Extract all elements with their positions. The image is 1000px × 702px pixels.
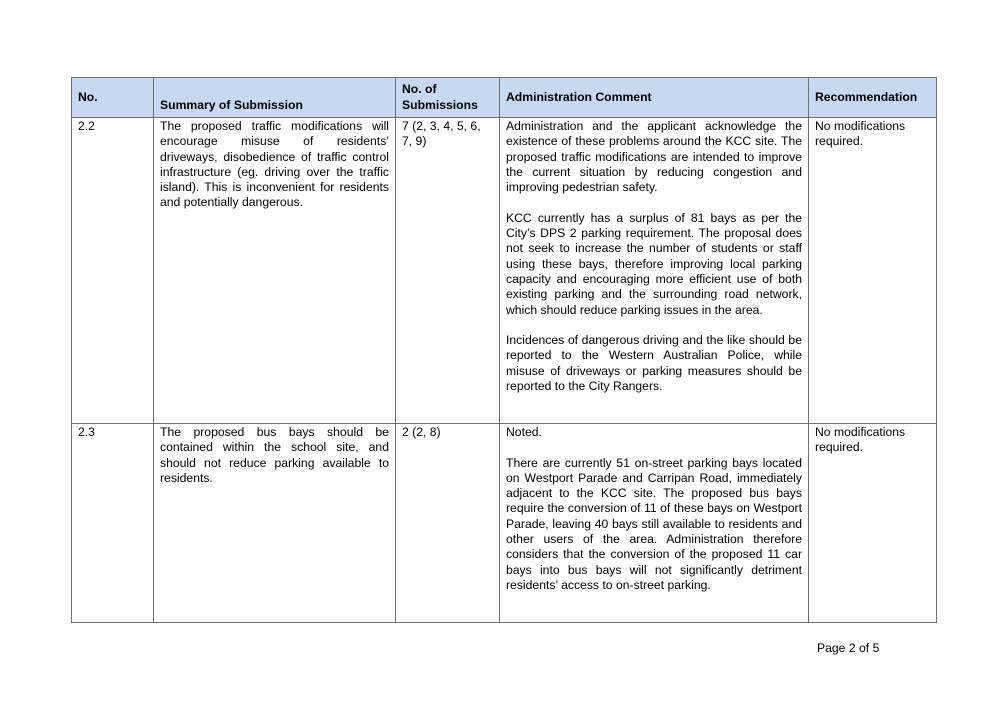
table-row (72, 118, 937, 424)
header-submission-count: No. of Submissions (396, 78, 500, 118)
comment-paragraph: There are currently 51 on-street parking bays located on Westport Parade and Carripan Road, immediately adjacent to the KCC site. The proposed bus bays require the conversion of 11 of these bays on Westport Parade, leaving 40 bays still available to residents and other users of the area. Administration therefore considers that the conversion of the proposed 11 car bays into bus bays will not significantly detriment residents’ access to on-street parking. (506, 455, 802, 592)
comment-paragraph: KCC currently has a surplus of 81 bays as per the City’s DPS 2 parking requirement. The proposal does not seek to increase the number of students or staff using these bays, therefore improving local parking capacity and encouraging more efficient use of both existing parking and the surrounding road network, which should reduce parking issues in the area. (506, 210, 802, 317)
header-recommendation: Recommendation (809, 78, 937, 118)
submission-count: 7 (2, 3, 4, 5, 6, 7, 9) (396, 118, 500, 424)
header-no: No. (72, 78, 154, 118)
header-summary: Summary of Submission (154, 78, 396, 118)
administration-comment (500, 424, 809, 623)
comment-paragraph: Noted. (506, 425, 542, 439)
table-header-row (72, 78, 937, 118)
submission-count: 2 (2, 8) (396, 424, 500, 623)
recommendation: No modifications required. (809, 118, 937, 424)
comment-paragraph: Incidences of dangerous driving and the like should be reported to the Western Australian Police, while misuse of driveways or parking measures should be reported to the City Rangers. (506, 333, 802, 394)
recommendation: No modifications required. (809, 424, 937, 623)
table-row (72, 424, 937, 623)
submissions-table (71, 77, 937, 623)
submission-summary: The proposed bus bays should be contained within the school site, and should not reduce parking available to residents. (154, 424, 396, 623)
row-number: 2.2 (72, 118, 154, 424)
administration-comment (500, 118, 809, 424)
row-number: 2.3 (72, 424, 154, 623)
comment-paragraph: Administration and the applicant acknowledge the existence of these problems around the KCC site. The proposed traffic modifications are intended to improve the current situation by reducing congestion and improving pedestrian safety. (506, 119, 802, 195)
header-administration-comment: Administration Comment (500, 78, 809, 118)
page-number: Page 2 of 5 (817, 641, 880, 655)
submission-summary: The proposed traffic modifications will encourage misuse of residents’ driveways, disobedience of traffic control infrastructure (eg. driving over the traffic island). This is inconvenient for residents and potentially dangerous. (154, 118, 396, 424)
